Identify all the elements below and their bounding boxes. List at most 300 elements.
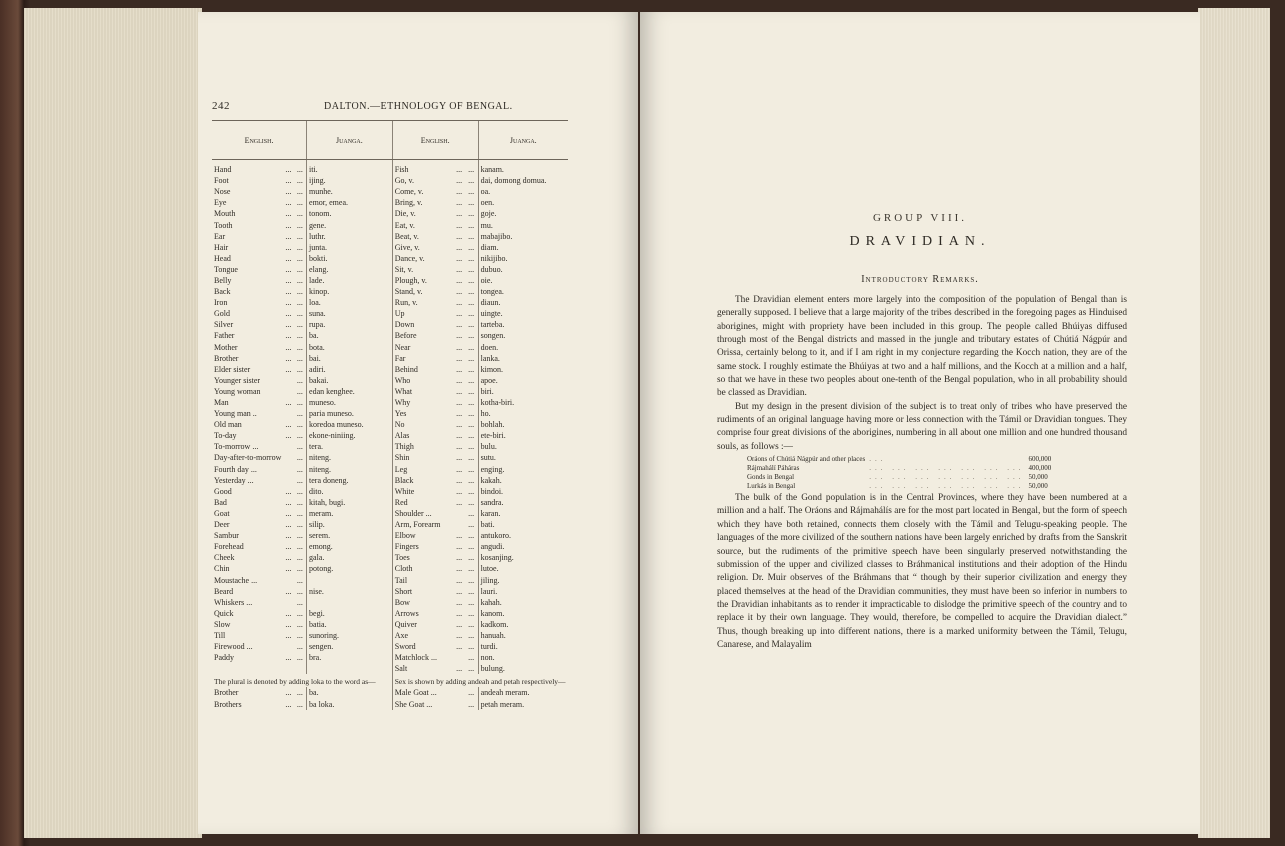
table-cell: Cheek [214, 553, 235, 563]
table-cell: bulung. [478, 663, 568, 674]
table-cell: ... [456, 464, 463, 474]
table-cell: ... [468, 453, 475, 463]
table-cell: Moustache ... [214, 575, 258, 585]
table-row [212, 619, 568, 630]
table-cell: oen. [478, 197, 568, 208]
table-cell: Before [392, 330, 454, 341]
table-row [212, 160, 568, 176]
table-cell: ... [285, 198, 292, 208]
table-cell: iti. [307, 160, 393, 176]
table-row [212, 597, 568, 608]
table-cell: Short [392, 586, 454, 597]
table-cell: Tail [392, 574, 454, 585]
table-cell: ... [296, 264, 303, 274]
table-cell: Sword [392, 641, 454, 652]
table-cell: ... [296, 198, 303, 208]
table-row [212, 541, 568, 552]
table-cell: Paddy [214, 653, 234, 663]
table-cell: ... [285, 331, 292, 341]
table-cell: Thigh [392, 441, 454, 452]
table-cell: bokti. [307, 253, 393, 264]
table-cell: ... [468, 198, 475, 208]
table-cell: Day-after-to-morrow [214, 453, 282, 463]
table-cell: ... [456, 442, 463, 452]
population-dots: ... ... ... ... ... ... ... [869, 482, 1025, 491]
table-cell: andeah meram. [478, 687, 568, 698]
table-cell: kadkom. [478, 619, 568, 630]
table-cell: ... [456, 342, 463, 352]
table-cell: Belly [214, 275, 232, 285]
table-cell: ... [456, 375, 463, 385]
table-cell: ... [468, 176, 475, 186]
table-cell: ... [285, 564, 292, 574]
table-cell: ... [285, 630, 292, 640]
table-cell: niteng. [307, 452, 393, 463]
table-cell: ... [468, 298, 475, 308]
header-english-2: English. [392, 121, 478, 160]
sex-note: Sex is shown by adding andeah and petah respectively— [392, 674, 568, 687]
table-cell: sengen. [307, 641, 393, 652]
table-cell: ... [468, 187, 475, 197]
table-cell: ... [296, 586, 303, 596]
table-cell [454, 519, 466, 530]
table-cell: kimon. [478, 364, 568, 375]
table-cell [283, 386, 295, 397]
table-cell: diaun. [478, 297, 568, 308]
table-cell: kotha-biri. [478, 397, 568, 408]
table-cell: ... [468, 342, 475, 352]
table-cell: ... [285, 253, 292, 263]
table-cell: emong. [307, 541, 393, 552]
table-cell: Tongue [214, 264, 238, 274]
table-cell: Young man .. [214, 409, 257, 419]
table-cell: ... [456, 176, 463, 186]
table-row [212, 519, 568, 530]
population-dots: ... ... ... ... ... ... ... [869, 464, 1025, 473]
table-cell: ... [468, 508, 475, 518]
table-cell: meram. [307, 508, 393, 519]
table-cell: dubuo. [478, 264, 568, 275]
table-cell: bai. [307, 353, 393, 364]
table-cell: ... [285, 431, 292, 441]
table-cell: ... [468, 608, 475, 618]
table-cell: ... [296, 353, 303, 363]
table-cell: tera doneng. [307, 475, 393, 486]
table-cell: ... [468, 575, 475, 585]
population-name: Lurkás in Bengal [747, 482, 796, 491]
table-row [212, 641, 568, 652]
table-cell [454, 508, 466, 519]
table-cell: Mouth [214, 209, 236, 219]
table-cell: Fingers [392, 541, 454, 552]
table-cell: ... [296, 431, 303, 441]
table-cell: ... [468, 331, 475, 341]
table-cell: Near [392, 342, 454, 353]
table-cell: adiri. [307, 364, 393, 375]
table-cell: ... [296, 653, 303, 663]
table-cell: tonom. [307, 208, 393, 219]
table-cell: Leg [392, 464, 454, 475]
population-count: 600,000 [1028, 455, 1052, 464]
table-cell: ... [468, 531, 475, 541]
table-row [212, 186, 568, 197]
table-cell: tongea. [478, 286, 568, 297]
table-cell: ... [285, 287, 292, 297]
table-cell: kakah. [478, 475, 568, 486]
table-cell: ... [296, 253, 303, 263]
table-cell: Run, v. [392, 297, 454, 308]
table-cell: ... [468, 386, 475, 396]
table-cell: ... [456, 209, 463, 219]
table-row [212, 330, 568, 341]
table-cell [283, 452, 295, 463]
table-cell: Arrows [392, 608, 454, 619]
table-cell: ... [456, 497, 463, 507]
table-cell: ... [468, 653, 475, 663]
population-row [747, 473, 1055, 482]
table-cell: kahah. [478, 597, 568, 608]
table-cell: ... [285, 586, 292, 596]
population-name: Gonds in Bengal [747, 473, 795, 482]
table-row [212, 419, 568, 430]
table-cell: ... [468, 309, 475, 319]
table-cell [283, 574, 295, 585]
table-row [212, 574, 568, 585]
table-row [212, 219, 568, 230]
table-cell: ... [468, 320, 475, 330]
page-number: 242 [212, 100, 230, 112]
table-cell: ... [456, 320, 463, 330]
table-cell: ... [296, 331, 303, 341]
table-cell: begi. [307, 608, 393, 619]
table-row [212, 452, 568, 463]
table-cell: ... [456, 187, 463, 197]
table-cell: Plough, v. [392, 275, 454, 286]
table-row [212, 508, 568, 519]
table-cell: ... [296, 564, 303, 574]
table-cell: ... [296, 699, 303, 709]
table-cell: ... [296, 375, 303, 385]
table-row [212, 430, 568, 441]
table-cell: ... [285, 398, 292, 408]
population-dots: ... ... ... ... ... ... ... [869, 473, 1025, 482]
table-cell: Silver [214, 320, 234, 330]
table-cell: Fourth day ... [214, 464, 257, 474]
table-cell: sutu. [478, 452, 568, 463]
table-cell: ... [456, 264, 463, 274]
table-cell: ... [456, 420, 463, 430]
table-cell: serem. [307, 530, 393, 541]
vocabulary-body [212, 160, 568, 710]
table-cell: ete-biri. [478, 430, 568, 441]
table-cell [283, 464, 295, 475]
table-cell: Firewood ... [214, 642, 253, 652]
table-cell: batia. [307, 619, 393, 630]
table-cell: ... [456, 630, 463, 640]
table-cell: bota. [307, 342, 393, 353]
table-cell: ... [296, 597, 303, 607]
table-cell: Dance, v. [392, 253, 454, 264]
table-row [212, 608, 568, 619]
table-row [212, 464, 568, 475]
table-cell: Axe [392, 630, 454, 641]
table-cell: ... [296, 486, 303, 496]
table-cell [283, 475, 295, 486]
table-cell: ... [296, 508, 303, 518]
table-cell: ... [456, 664, 463, 674]
table-cell: Shoulder ... [392, 508, 454, 519]
table-cell: jiling. [478, 574, 568, 585]
table-cell: Good [214, 486, 232, 496]
table-row [212, 687, 568, 698]
table-row [212, 353, 568, 364]
table-cell: Bad [214, 497, 227, 507]
table-row [212, 253, 568, 264]
table-cell: ... [296, 275, 303, 285]
table-row [212, 663, 568, 674]
population-row [747, 464, 1055, 473]
table-cell: ... [296, 619, 303, 629]
table-cell: ... [285, 242, 292, 252]
table-cell: ... [296, 453, 303, 463]
table-cell: ... [285, 209, 292, 219]
table-cell: diam. [478, 242, 568, 253]
table-cell: ... [296, 242, 303, 252]
table-cell: Foot [214, 176, 229, 186]
table-row [212, 231, 568, 242]
table-cell: Old man [214, 420, 242, 430]
table-cell: junta. [307, 242, 393, 253]
table-cell: kanam. [478, 160, 568, 176]
table-cell: ... [296, 553, 303, 563]
table-cell: Eat, v. [392, 219, 454, 230]
table-row [212, 408, 568, 419]
table-cell: dito. [307, 486, 393, 497]
table-row [212, 530, 568, 541]
table-cell: ... [285, 653, 292, 663]
table-cell: ... [285, 688, 292, 698]
table-cell: Elbow [392, 530, 454, 541]
table-cell: Whiskers ... [214, 597, 253, 607]
population-name: Oráons of Chútiá Nágpúr and other places [747, 455, 866, 464]
table-cell: ... [468, 209, 475, 219]
table-cell: ... [296, 320, 303, 330]
table-cell: ... [468, 597, 475, 607]
table-cell: ... [296, 386, 303, 396]
table-cell: ... [456, 309, 463, 319]
table-cell: Come, v. [392, 186, 454, 197]
table-cell: petah meram. [478, 699, 568, 710]
table-cell: ... [468, 287, 475, 297]
table-cell: dai, domong domua. [478, 175, 568, 186]
table-cell: edan kenghee. [307, 386, 393, 397]
table-cell: ba. [307, 687, 393, 698]
table-cell: Forehead [214, 542, 244, 552]
table-cell: She Goat ... [392, 699, 454, 710]
table-cell: Behind [392, 364, 454, 375]
table-cell: Mother [214, 342, 238, 352]
table-cell: Fish [392, 160, 454, 176]
table-cell: bohlah. [478, 419, 568, 430]
table-cell: ... [456, 287, 463, 297]
table-cell: ba loka. [307, 699, 393, 710]
table-cell: ... [468, 442, 475, 452]
table-cell [283, 408, 295, 419]
group-title: GROUP VIII. [872, 212, 968, 224]
table-row [212, 441, 568, 452]
table-cell: suna. [307, 308, 393, 319]
table-cell: Deer [214, 520, 230, 530]
table-cell: ... [285, 497, 292, 507]
table-cell [283, 441, 295, 452]
table-cell: Down [392, 319, 454, 330]
table-cell: ... [456, 198, 463, 208]
table-cell: lutoe. [478, 563, 568, 574]
table-cell: ... [296, 642, 303, 652]
table-cell: emor, emea. [307, 197, 393, 208]
table-cell: nikijibo. [478, 253, 568, 264]
table-cell: ... [468, 242, 475, 252]
table-cell: ... [456, 553, 463, 563]
table-cell: Shin [392, 452, 454, 463]
table-cell: ... [285, 176, 292, 186]
population-count: 50,000 [1028, 482, 1048, 491]
table-cell: Toes [392, 552, 454, 563]
table-cell: karan. [478, 508, 568, 519]
table-cell: Cloth [392, 563, 454, 574]
table-cell: ... [285, 165, 292, 175]
table-cell [283, 597, 295, 608]
table-cell: uingte. [478, 308, 568, 319]
table-cell: ... [285, 619, 292, 629]
table-cell: ... [468, 420, 475, 430]
table-row [212, 175, 568, 186]
table-cell: Salt [392, 663, 454, 674]
table-cell: ... [296, 497, 303, 507]
table-cell: mu. [478, 219, 568, 230]
table-cell: Young woman [214, 386, 261, 396]
table-cell: Male Goat ... [392, 687, 454, 698]
table-cell: Yes [392, 408, 454, 419]
table-cell [283, 663, 295, 674]
table-cell: ... [285, 364, 292, 374]
table-cell: Iron [214, 298, 228, 308]
table-row [212, 242, 568, 253]
table-cell: ijing. [307, 175, 393, 186]
table-cell: doen. [478, 342, 568, 353]
table-cell: ... [285, 531, 292, 541]
table-cell: No [392, 419, 454, 430]
table-cell: antukoro. [478, 530, 568, 541]
table-cell: Alas [392, 430, 454, 441]
table-cell: ... [456, 542, 463, 552]
table-cell: Chin [214, 564, 230, 574]
table-cell: ... [456, 586, 463, 596]
table-cell: gala. [307, 552, 393, 563]
table-cell: ... [285, 275, 292, 285]
table-cell [454, 687, 466, 698]
table-cell: ... [296, 342, 303, 352]
table-cell: ... [468, 220, 475, 230]
table-cell: ... [468, 275, 475, 285]
table-cell: ... [285, 320, 292, 330]
table-cell: muneso. [307, 397, 393, 408]
table-cell: ... [296, 475, 303, 485]
table-cell: Goat [214, 508, 230, 518]
table-cell: ... [296, 688, 303, 698]
table-cell: Gold [214, 309, 230, 319]
table-row [212, 699, 568, 710]
table-cell: ... [296, 420, 303, 430]
table-row [212, 563, 568, 574]
table-cell [307, 574, 393, 585]
table-row [212, 364, 568, 375]
table-cell: enging. [478, 464, 568, 475]
table-cell: ... [285, 231, 292, 241]
table-cell: ... [296, 187, 303, 197]
table-cell: ... [285, 608, 292, 618]
table-cell: Till [214, 630, 226, 640]
table-cell: oa. [478, 186, 568, 197]
table-cell: ... [296, 165, 303, 175]
table-cell: ... [296, 575, 303, 585]
table-cell [212, 663, 283, 674]
table-cell: Red [392, 497, 454, 508]
table-cell: koredoa muneso. [307, 419, 393, 430]
table-cell: non. [478, 652, 568, 663]
table-cell: ... [285, 420, 292, 430]
table-cell: Bring, v. [392, 197, 454, 208]
table-cell: Hand [214, 165, 232, 175]
table-cell: ... [468, 231, 475, 241]
table-cell: ... [456, 531, 463, 541]
table-cell: ... [456, 608, 463, 618]
table-cell: hanuah. [478, 630, 568, 641]
table-cell: kanom. [478, 608, 568, 619]
table-cell: Why [392, 397, 454, 408]
table-cell: luthr. [307, 231, 393, 242]
table-cell: ... [285, 264, 292, 274]
table-cell: ... [468, 431, 475, 441]
table-cell: ... [296, 298, 303, 308]
table-cell: ... [456, 331, 463, 341]
table-cell: ... [456, 253, 463, 263]
population-count: 400,000 [1028, 464, 1052, 473]
table-cell: Nose [214, 187, 231, 197]
table-cell: silip. [307, 519, 393, 530]
table-cell: sunoring. [307, 630, 393, 641]
table-cell: ... [468, 398, 475, 408]
table-cell: lade. [307, 275, 393, 286]
table-row [212, 652, 568, 663]
table-cell: elang. [307, 264, 393, 275]
table-cell: ... [456, 364, 463, 374]
table-cell: ... [456, 486, 463, 496]
table-cell: ... [468, 497, 475, 507]
table-cell: tera. [307, 441, 393, 452]
table-cell: ... [296, 364, 303, 374]
table-cell: ... [285, 353, 292, 363]
table-cell: Beard [214, 586, 234, 596]
table-cell: Elder sister [214, 364, 251, 374]
table-cell: kitah, bugi. [307, 497, 393, 508]
table-row [212, 486, 568, 497]
table-cell: niteng. [307, 464, 393, 475]
table-cell: bulu. [478, 441, 568, 452]
table-cell: ... [296, 398, 303, 408]
table-cell: munhe. [307, 186, 393, 197]
population-row [747, 455, 1055, 464]
